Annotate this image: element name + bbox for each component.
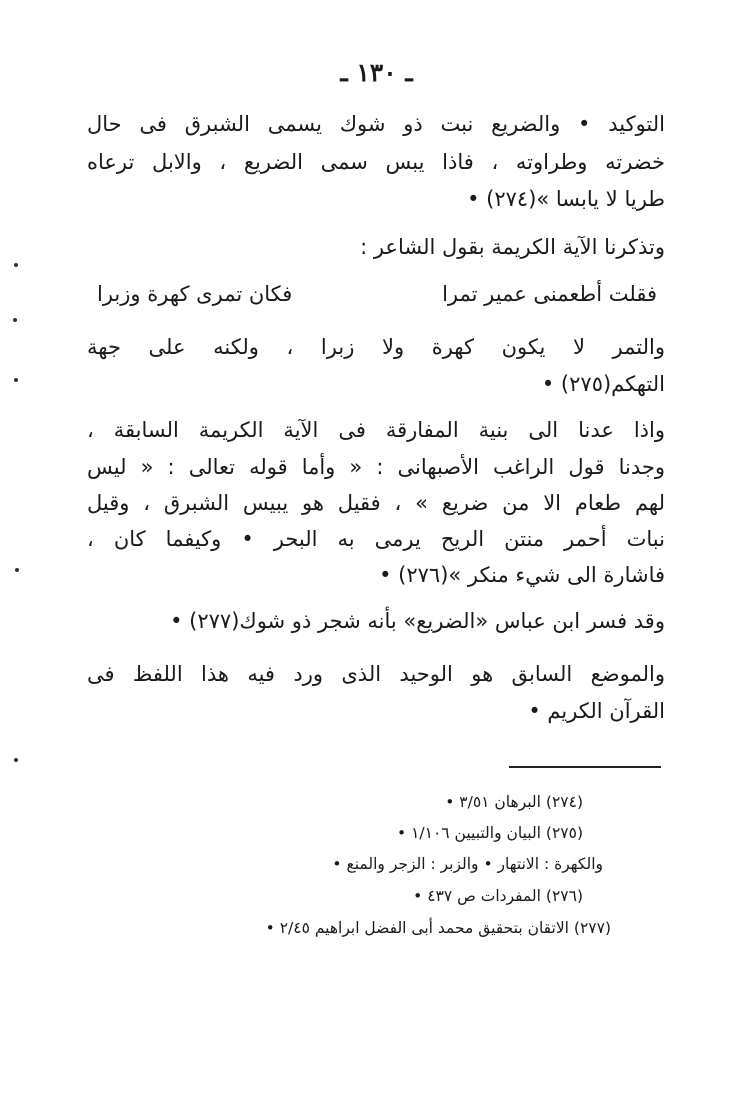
paragraph-1-line-2: خضرته وطراوته ، فاذا يبس سمى الضريع ، والابل ترعاه: [87, 150, 665, 174]
footnote-275: (٢٧٥) البيان والتبيين ١/١٠٦ •: [397, 824, 583, 842]
verse-second-hemistich: فكان تمرى كهرة وزبرا: [97, 282, 293, 306]
verse-first-hemistich: فقلت أطعمنى عمير تمرا: [442, 282, 657, 306]
scan-speck: [14, 378, 18, 382]
footnote-274: (٢٧٤) البرهان ٣/٥١ •: [445, 793, 583, 811]
paragraph-4-line-1: واذا عدنا الى بنية المفارقة فى الآية الكريمة السابقة ،: [87, 418, 665, 442]
footnote-277: (٢٧٧) الاتقان بتحقيق محمد أبى الفضل ابراهيم ٢/٤٥ •: [265, 919, 611, 937]
footnote-divider: [509, 766, 661, 768]
scan-speck: [14, 263, 18, 267]
paragraph-4-line-4: نبات أحمر منتن الريح يرمى به البحر • وكيفما كان ،: [87, 527, 665, 551]
paragraph-3-line-1: والتمر لا يكون كهرة ولا زبرا ، ولكنه على جهة: [87, 335, 665, 359]
page-number: ـ ١٣٠ ـ: [340, 58, 413, 87]
paragraph-2-line-1: وتذكرنا الآية الكريمة بقول الشاعر :: [360, 235, 665, 259]
paragraph-1-line-1: التوكيد • والضريع نبت ذو شوك يسمى الشبرق فى حال: [87, 112, 665, 136]
scan-speck: [13, 318, 17, 322]
scan-speck: [15, 568, 19, 572]
paragraph-4-line-5: فاشارة الى شيء منكر »(٢٧٦) •: [379, 563, 665, 587]
paragraph-5-line-1: وقد فسر ابن عباس «الضريع» بأنه شجر ذو شوك(٢٧٧) •: [170, 609, 665, 633]
scan-speck: [14, 758, 18, 762]
paragraph-4-line-3: لهم طعام الا من ضريع » ، فقيل هو يبيس الشبرق ، وقيل: [87, 491, 665, 515]
poetry-verse: [97, 280, 657, 309]
paragraph-6-line-2: القرآن الكريم •: [528, 699, 665, 723]
paragraph-4-line-2: وجدنا قول الراغب الأصبهانى : « وأما قوله تعالى : « ليس: [87, 455, 665, 479]
paragraph-6-line-1: والموضع السابق هو الوحيد الذى ورد فيه هذا اللفظ فى: [87, 662, 665, 686]
paragraph-3-line-2: التهكم(٢٧٥) •: [541, 372, 665, 396]
footnote-275-gloss: والكهرة : الانتهار • والزبر : الزجر والمنع •: [332, 855, 603, 873]
paragraph-1-line-3: طريا لا يابسا »(٢٧٤) •: [467, 187, 665, 211]
footnote-276: (٢٧٦) المفردات ص ٤٣٧ •: [413, 887, 583, 905]
